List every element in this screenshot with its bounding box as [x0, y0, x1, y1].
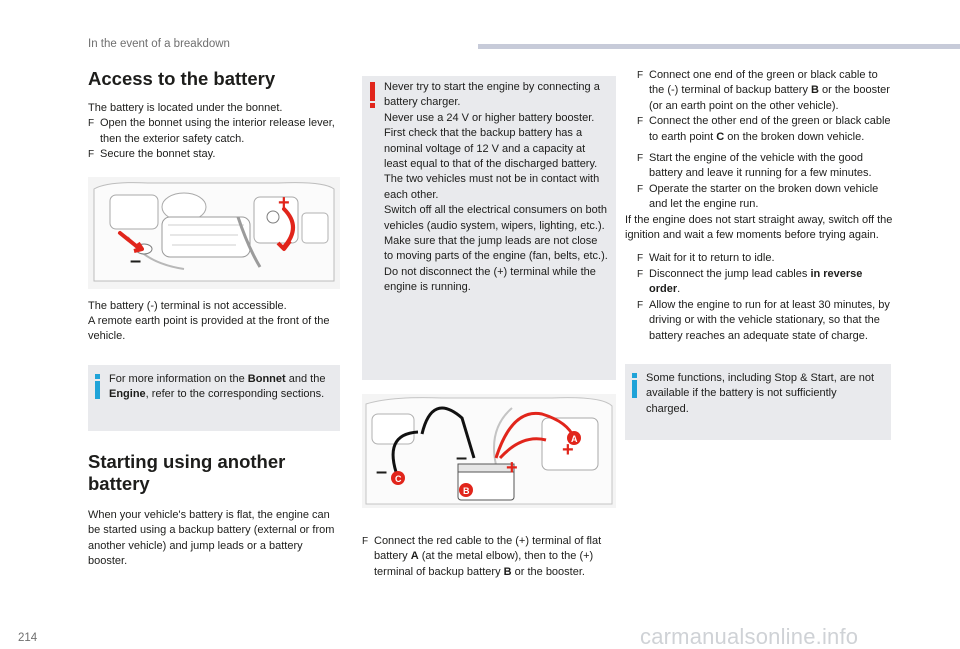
bullet-marker: F: [637, 70, 644, 81]
step-red-cable: F Connect the red cable to the (+) terminal of flat battery A (at the metal elbow), then to the (+) terminal of backup battery B or the booster.: [362, 534, 616, 580]
jump-plus-label-1: +: [506, 457, 518, 479]
label-b: B: [463, 486, 470, 496]
column-middle: [362, 76, 616, 580]
step-wait-idle: F Wait for it to return to idle.: [637, 251, 895, 266]
warning-box: Never try to start the engine by connecting a battery charger. Never use a 24 V or higher battery booster. First check that the backup battery has a nominal voltage of 12 V and a capacity at least equal to that of the discharged battery. The two vehicles must not be in contact with each other. Switch off all the electrical consumers on both vehicles (audio system, wipers, lighting, etc.). Make sure that the jump leads are not close to moving parts of the engine (fan, belts, etc.). Do not disconnect the (+) terminal while the engine is running.: [362, 76, 616, 380]
access-intro: The battery is located under the bonnet.: [88, 102, 283, 114]
retry-note: If the engine does not start straight away, switch off the ignition and wait a few moments before trying again.: [625, 213, 893, 242]
info-box-bonnet: For more information on the Bonnet and the Engine, refer to the corresponding sections.: [88, 365, 340, 431]
bullet-marker: F: [637, 299, 644, 311]
step-disconnect: F Disconnect the jump lead cables in reverse order.: [637, 267, 895, 298]
section-title-starting: Starting using another battery: [88, 450, 286, 494]
bullet-marker: F: [637, 153, 644, 165]
label-a: A: [571, 434, 578, 444]
starting-text: When your vehicle's battery is flat, the engine can be started using a backup battery (external or from another vehicle) and jump leads or a battery booster.: [88, 508, 335, 568]
bullet-marker: F: [88, 149, 95, 161]
header-bar: [478, 44, 960, 49]
column-right: [625, 68, 895, 440]
page-number: 214: [18, 632, 38, 644]
section-title-access: Access to the battery: [88, 68, 276, 89]
engine-bay-illustration: [88, 177, 340, 289]
bullet-marker: F: [637, 183, 644, 195]
figure-plus-label: +: [278, 191, 290, 214]
jump-minus-label-2: –: [376, 461, 388, 483]
watermark: carmanualsonline.info: [640, 624, 859, 649]
step-run-engine: F Allow the engine to run for at least 30 minutes, by driving or with the vehicle stationary, so that the battery reaches an adequate state of charge.: [637, 298, 895, 344]
bullet-marker: F: [362, 536, 369, 547]
column-left: [88, 68, 340, 569]
bullet-marker: F: [637, 268, 644, 280]
step-operate-starter: F Operate the starter on the broken down vehicle and let the engine run.: [637, 182, 895, 213]
info-icon: [632, 373, 638, 399]
bullet-marker: F: [88, 118, 95, 130]
bullet-open-bonnet: F Open the bonnet using the interior release lever, then the exterior safety catch.: [88, 116, 340, 147]
step-earth-point: F Connect the other end of the green or black cable to earth point C on the broken down vehicle.: [637, 114, 895, 145]
bullet-marker: F: [637, 116, 644, 128]
bullet-marker: F: [637, 253, 644, 265]
step-connect-black-cable: F Connect one end of the green or black cable to the (-) terminal of backup battery B or the booster (or an earth point on the other vehicle).: [637, 68, 895, 114]
jump-start-illustration: [362, 394, 616, 508]
running-header: In the event of a breakdown: [88, 38, 230, 50]
terminal-note: The battery (-) terminal is not accessible.: [88, 299, 287, 312]
info-box-stop-start: Some functions, including Stop & Start, are not available if the battery is not sufficiently charged.: [625, 364, 891, 440]
earth-point-note: A remote earth point is provided at the front of the vehicle.: [88, 315, 330, 343]
label-c: C: [395, 474, 402, 484]
warning-icon: [370, 82, 376, 108]
jump-minus-label-1: –: [456, 447, 468, 469]
bullet-secure-stay: F Secure the bonnet stay.: [88, 147, 340, 162]
jump-plus-label-2: +: [562, 439, 574, 461]
figure-minus-label: –: [130, 249, 142, 272]
info-icon: [95, 374, 101, 400]
step-start-good-vehicle: F Start the engine of the vehicle with the good battery and leave it running for a few minutes.: [637, 151, 895, 182]
